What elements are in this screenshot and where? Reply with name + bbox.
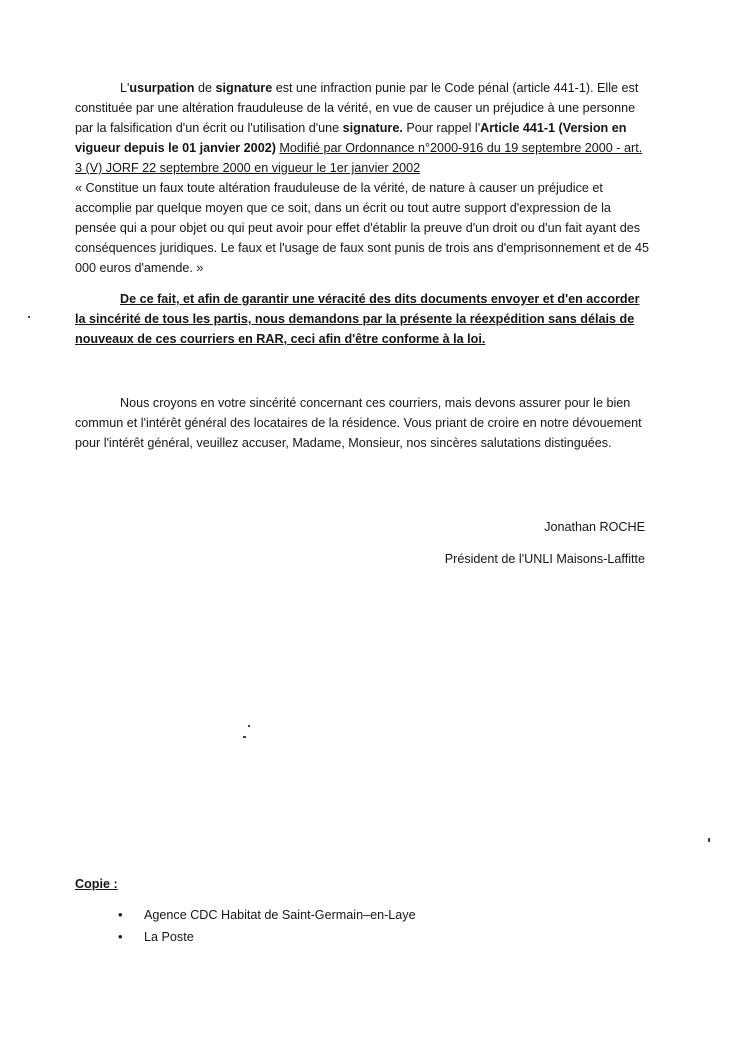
signature-name: Jonathan ROCHE	[544, 520, 645, 534]
keyword-signature: signature	[215, 81, 273, 95]
bullet-icon: •	[118, 929, 123, 944]
ordinance-reference-link[interactable]: Modifié par Ordonnance n°2000-916 du 19 septembre 2000 - art. 3 (V) JORF 22 septembre 2000 en vigueur le 1er janvier 2002	[75, 141, 643, 175]
copy-recipient: La Poste	[144, 930, 194, 944]
paragraph-legal-reference	[75, 78, 650, 278]
signature-title: Président de l'UNLI Maisons-Laffitte	[444, 552, 645, 566]
article-quote: « Constitue un faux toute altération frauduleuse de la vérité, de nature à causer un préjudice et accomplie par quelque moyen que ce soit, dans un écrit ou tout autre support d'expression de la pensée qui a pour objet ou qui peut avoir pour effet d'établir la preuve d'un droit ou d'un fait ayant des conséquences juridiques. Le faux et l'usage de faux sont punis de trois ans d'emprisonnement et de 45 000 euros d'amende. »	[75, 181, 649, 275]
copies-heading: Copie :	[75, 877, 118, 891]
list-item	[118, 904, 416, 926]
text-segment: de	[194, 81, 216, 95]
text-segment: est une infraction punie par le Code pénal (article 441-1). Elle est constituée par une altération frauduleuse de la vérité, en vue de causer un préjudice à une personne par la falsification d'un écrit ou l'utilisation d'une	[75, 81, 639, 135]
copies-list	[118, 904, 416, 948]
text-segment: Pour rappel l'	[402, 121, 481, 135]
closing-text: Nous croyons en votre sincérité concernant ces courriers, mais devons assurer pour le bien commun et l'intérêt général des locataires de la résidence. Vous priant de croire en notre dévouement pour l'intérêt général, veuillez accuser, Madame, Monsieur, nos sincères salutations distinguées.	[75, 396, 642, 450]
list-item	[118, 926, 416, 948]
paragraph-closing	[75, 393, 650, 453]
request-text: De ce fait, et afin de garantir une véracité des dits documents envoyer et d'en accorder la sincérité de tous les partis, nous demandons par la présente la réexpédition sans délais de nouveaux de ces courriers en RAR, ceci afin d'être conforme à la loi.	[75, 292, 640, 346]
scan-speck	[28, 316, 30, 318]
keyword-signature-2: signature.	[342, 121, 403, 135]
scan-speck	[243, 736, 246, 738]
paragraph-request	[75, 289, 650, 349]
text-segment: L'	[120, 81, 130, 95]
scan-speck	[708, 838, 710, 842]
scan-speck	[248, 725, 250, 727]
keyword-usurpation: usurpation	[129, 81, 195, 95]
article-version: Article 441-1 (Version en vigueur depuis le 01 janvier 2002)	[75, 121, 627, 155]
bullet-icon: •	[118, 907, 123, 922]
copy-recipient: Agence CDC Habitat de Saint-Germain–en-Laye	[144, 908, 416, 922]
